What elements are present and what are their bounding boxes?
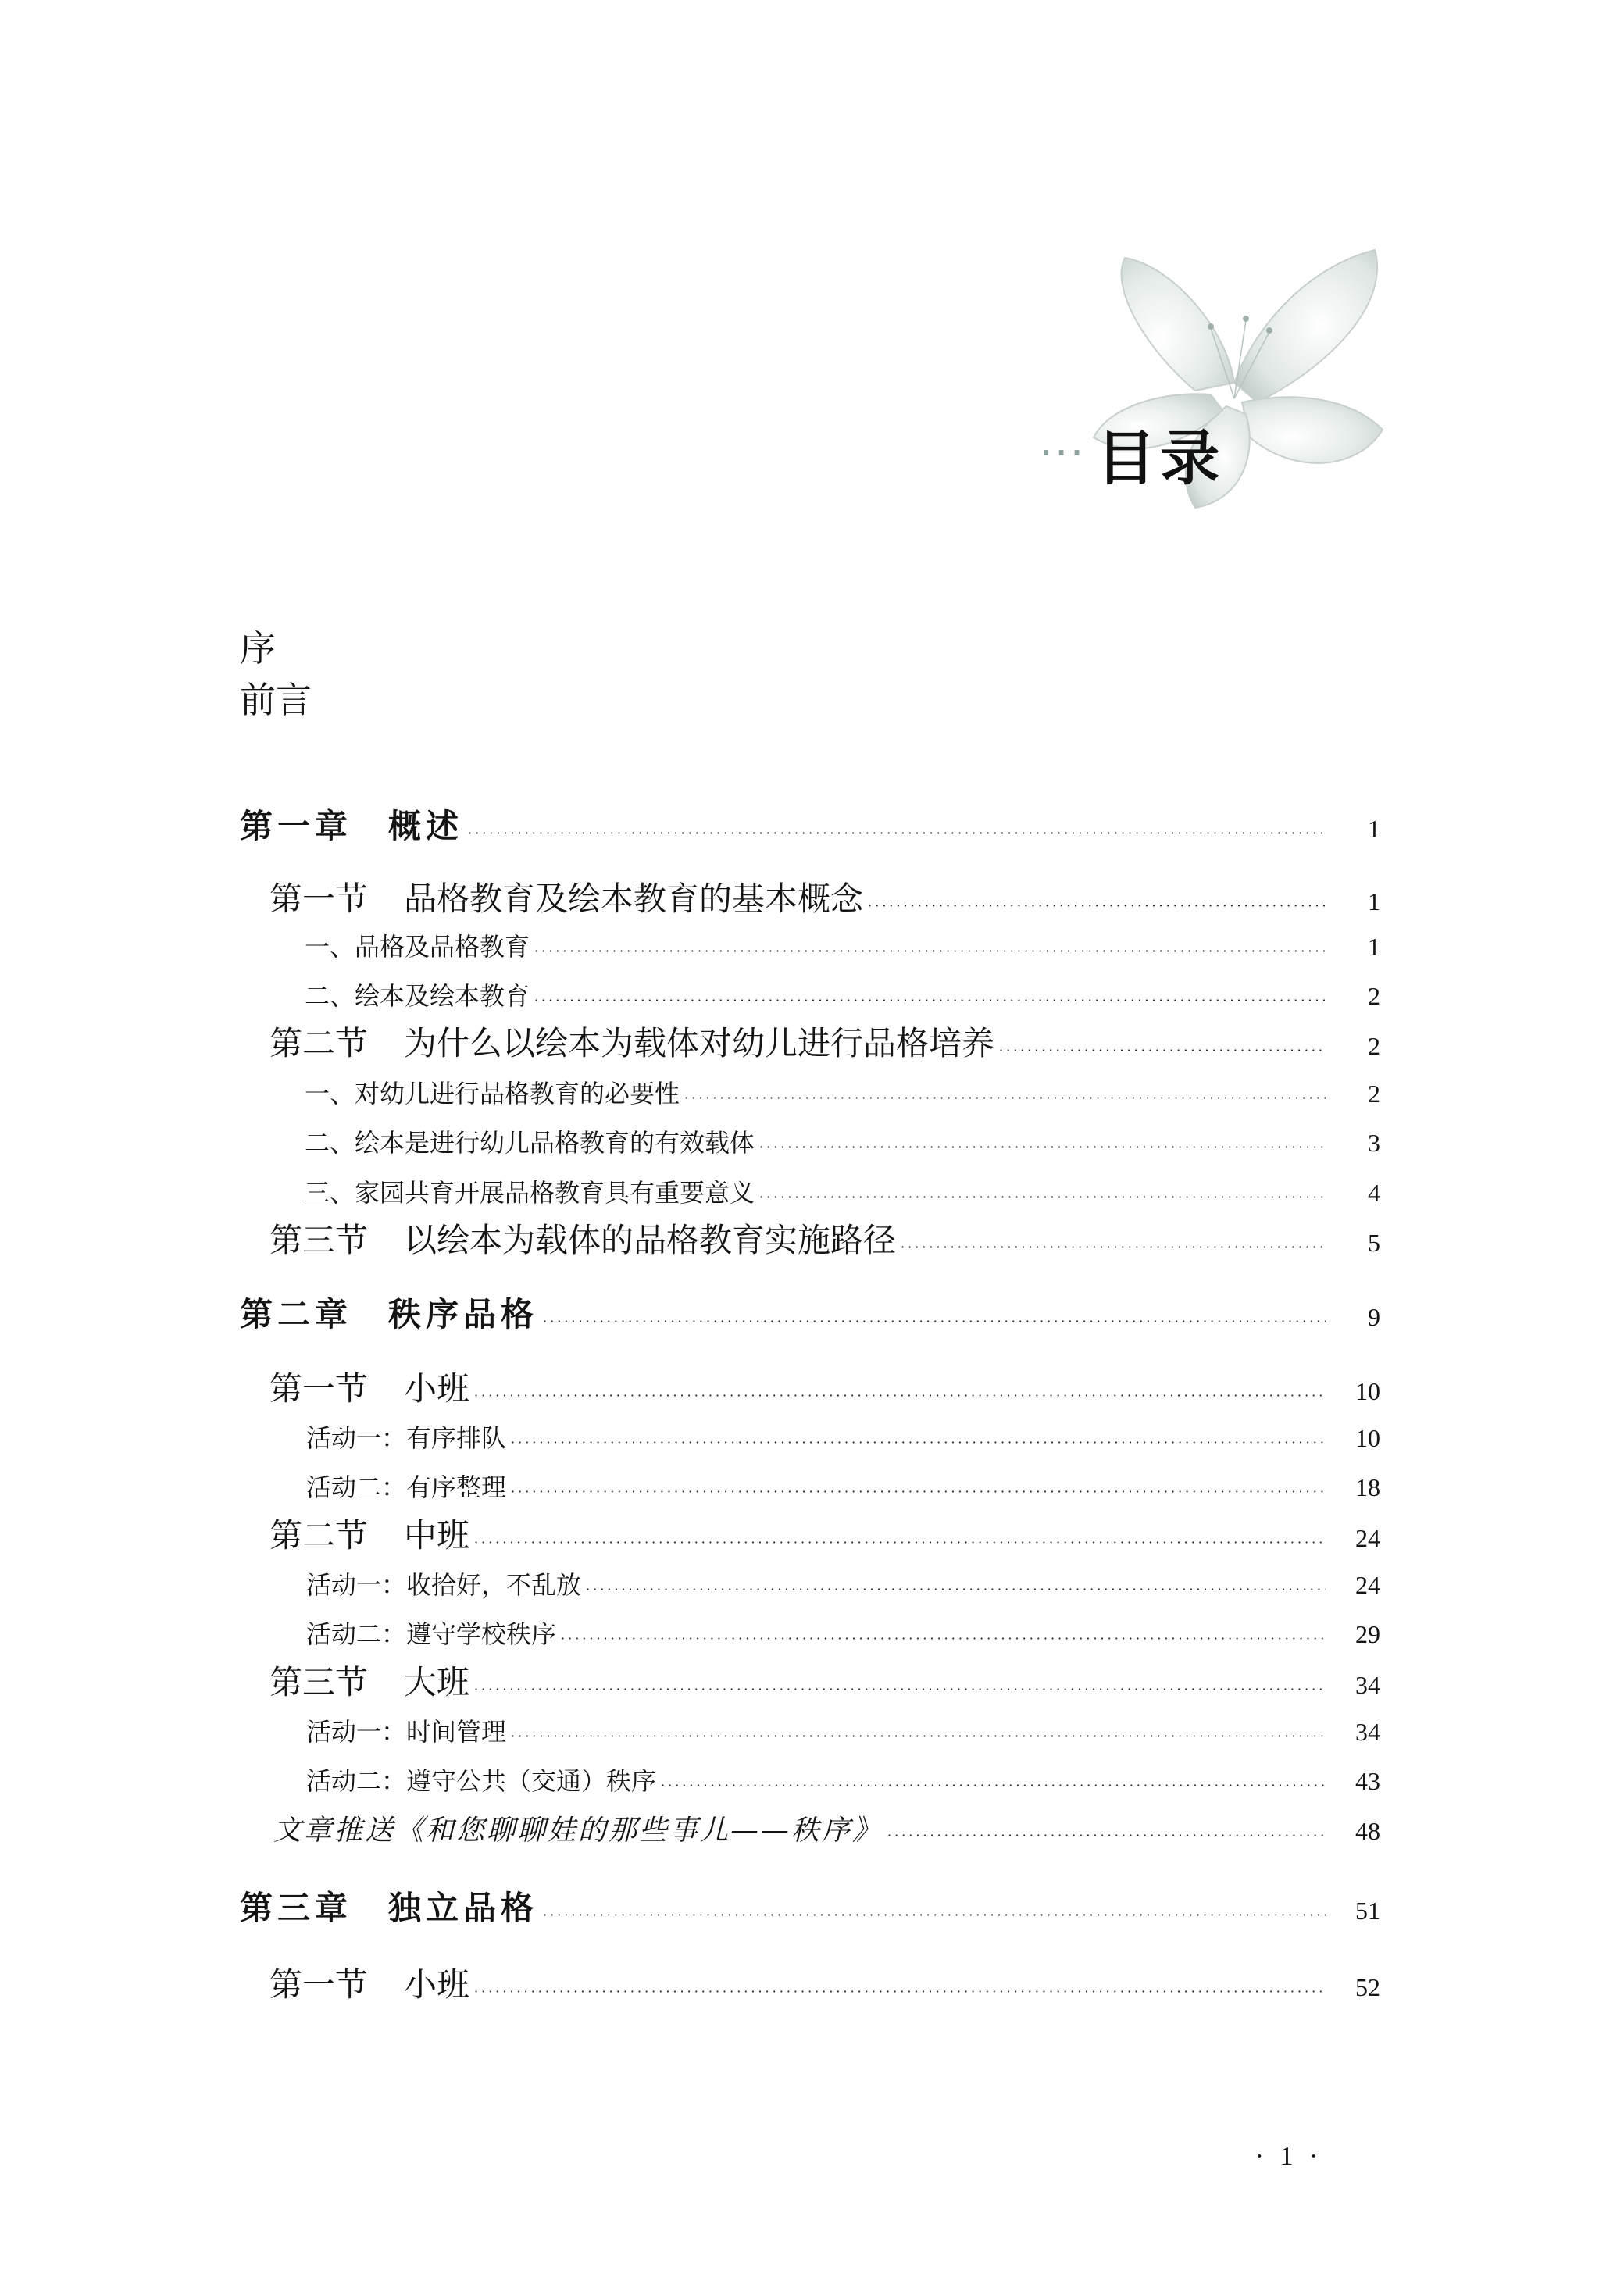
dot-leader	[759, 1190, 1326, 1205]
dot-leader	[999, 1043, 1326, 1058]
toc-subsection[interactable]	[305, 1074, 1380, 1110]
section-title: 小班	[404, 1965, 470, 2004]
section-label: 第二节	[269, 1516, 369, 1554]
chapter-label: 第三章	[240, 1889, 353, 1927]
dot-leader	[759, 1140, 1326, 1155]
page-ref: 34	[1355, 1718, 1380, 1746]
section-label: 第三节	[269, 1663, 369, 1701]
page-ref: 1	[1368, 933, 1380, 961]
dot-leader	[534, 944, 1326, 958]
activity-title: 活动二：有序整理	[306, 1472, 507, 1502]
toc-subsection[interactable]	[305, 1123, 1380, 1159]
toc-activity[interactable]	[306, 1419, 1380, 1454]
section-title: 大班	[404, 1663, 470, 1701]
page-ref: 2	[1368, 982, 1380, 1010]
toc-section[interactable]	[269, 1510, 1380, 1557]
activity-title: 活动一：有序排队	[306, 1423, 507, 1453]
page-ref: 1	[1368, 815, 1380, 843]
dot-leader	[511, 1435, 1326, 1450]
page-ref: 2	[1368, 1032, 1380, 1060]
chapter-label: 第一章	[240, 807, 353, 845]
chapter-label: 第二章	[240, 1295, 353, 1333]
toc-activity[interactable]	[306, 1565, 1380, 1601]
dot-leader	[887, 1828, 1326, 1843]
dot-leader	[561, 1631, 1326, 1646]
dot-leader	[468, 826, 1326, 841]
page-ref: 43	[1355, 1767, 1380, 1795]
toc-chapter-3[interactable]	[240, 1883, 1380, 1929]
page-ref: 2	[1368, 1080, 1380, 1108]
dot-leader	[684, 1090, 1326, 1105]
dot-leader	[511, 1729, 1326, 1744]
dot-leader	[511, 1484, 1326, 1499]
section-label: 第二节	[269, 1024, 369, 1062]
subsection-title: 二、绘本及绘本教育	[305, 981, 530, 1011]
toc-section[interactable]	[269, 1657, 1380, 1704]
dot-leader	[534, 993, 1326, 1008]
page-ref: 48	[1355, 1817, 1380, 1845]
section-title: 中班	[404, 1516, 470, 1554]
page-ref: 18	[1355, 1473, 1380, 1501]
dot-leader	[543, 1908, 1326, 1922]
activity-title: 活动一：时间管理	[306, 1717, 507, 1747]
page-ref: 4	[1368, 1179, 1380, 1207]
activity-title: 活动一：收拾好，不乱放	[306, 1570, 582, 1600]
subsection-title: 三、家园共育开展品格教育具有重要意义	[305, 1178, 755, 1208]
section-title: 为什么以绘本为载体对幼儿进行品格培养	[404, 1024, 995, 1062]
section-title: 品格教育及绘本教育的基本概念	[404, 880, 864, 918]
toc-section[interactable]	[269, 1018, 1380, 1065]
heading-dots: ···	[1039, 427, 1086, 479]
toc-chapter-2[interactable]	[240, 1289, 1380, 1336]
page-ref: 52	[1355, 1973, 1380, 2001]
page-ref: 10	[1355, 1424, 1380, 1452]
toc-activity[interactable]	[306, 1615, 1380, 1651]
page-ref: 1	[1368, 887, 1380, 915]
toc-subsection[interactable]	[305, 976, 1380, 1012]
page-ref: 34	[1355, 1671, 1380, 1699]
section-label: 第三节	[269, 1221, 369, 1259]
toc-activity[interactable]	[306, 1761, 1380, 1797]
dot-leader	[661, 1778, 1326, 1793]
dot-leader	[474, 1984, 1326, 1999]
chapter-title: 独立品格	[388, 1889, 539, 1927]
section-label: 第一节	[269, 1965, 369, 2004]
page-ref: 51	[1355, 1897, 1380, 1925]
toc-subsection[interactable]	[305, 1173, 1380, 1209]
activity-title: 活动二：遵守学校秩序	[306, 1619, 557, 1649]
front-matter-preface: 序	[240, 627, 276, 669]
page-ref: 3	[1368, 1129, 1380, 1157]
toc-chapter-1[interactable]	[240, 801, 1380, 848]
toc-activity[interactable]	[306, 1468, 1380, 1504]
section-label: 第一节	[269, 880, 369, 918]
toc-subsection[interactable]	[305, 927, 1380, 963]
subsection-title: 二、绘本是进行幼儿品格教育的有效载体	[305, 1128, 755, 1158]
toc-activity[interactable]	[306, 1712, 1380, 1748]
page-ref: 24	[1355, 1524, 1380, 1552]
page-ref: 10	[1355, 1377, 1380, 1405]
toc-section[interactable]	[269, 1959, 1380, 2006]
page-ref: 9	[1368, 1303, 1380, 1331]
activity-title: 活动二：遵守公共（交通）秩序	[306, 1766, 657, 1796]
subsection-title: 一、品格及品格教育	[305, 932, 530, 962]
toc-section[interactable]	[269, 1363, 1380, 1410]
page-ref: 24	[1355, 1571, 1380, 1599]
page-ref: 29	[1355, 1620, 1380, 1648]
toc-section[interactable]	[269, 873, 1380, 920]
dot-leader	[868, 898, 1326, 913]
subsection-title: 一、对幼儿进行品格教育的必要性	[305, 1079, 680, 1108]
chapter-title: 秩序品格	[388, 1295, 539, 1333]
section-label: 第一节	[269, 1369, 369, 1408]
toc-article[interactable]	[273, 1808, 1380, 1848]
toc-section[interactable]	[269, 1215, 1380, 1262]
section-title: 以绘本为载体的品格教育实施路径	[404, 1221, 897, 1259]
dot-leader	[543, 1314, 1326, 1329]
dot-leader	[474, 1388, 1326, 1403]
dot-leader	[474, 1682, 1326, 1697]
toc-heading	[1039, 406, 1224, 500]
front-matter-foreword: 前言	[240, 679, 312, 721]
section-title: 小班	[404, 1369, 470, 1408]
dot-leader	[586, 1582, 1326, 1597]
page-number: · 1 ·	[1255, 2142, 1323, 2171]
chapter-title: 概述	[388, 807, 464, 845]
dot-leader	[474, 1535, 1326, 1550]
dot-leader	[901, 1240, 1326, 1255]
page-title: 目录	[1096, 423, 1225, 493]
article-title: 文章推送《和您聊聊娃的那些事儿——秩序》	[273, 1815, 883, 1847]
page-ref: 5	[1368, 1229, 1380, 1257]
